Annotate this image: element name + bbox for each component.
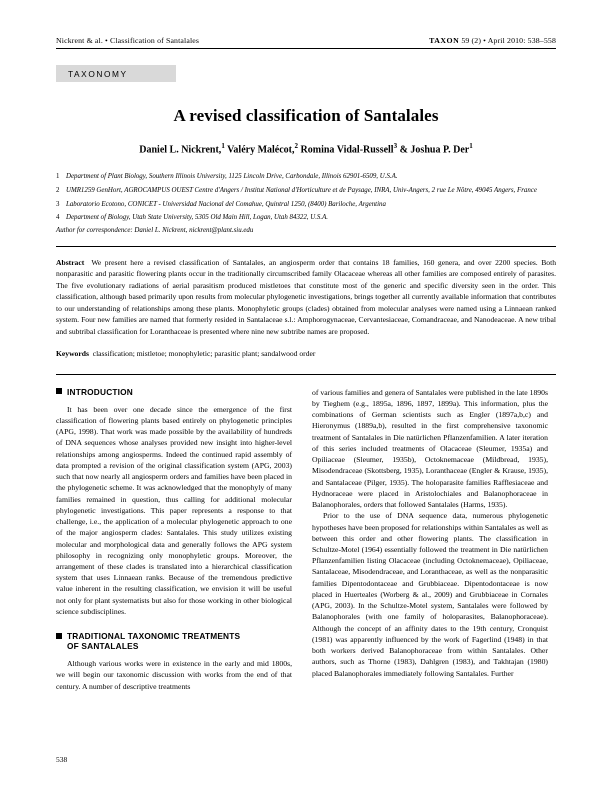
heading-introduction-label: INTRODUCTION bbox=[67, 386, 134, 397]
affiliation-text: UMR1259 GenHort, AGROCAMPUS OUEST Centre d'Angers / Institut National d'Horticulture et de Paysage, INRA, Univ-Angers, 2 rue Le Nôtre, 49045 Angers, France bbox=[66, 187, 537, 195]
keywords-label: Keywords bbox=[56, 349, 89, 359]
affiliation-text: Laboratorio Ecotono, CONICET - Universidad Nacional del Comahue, Quintral 1250, (8400) Bariloche, Argentina bbox=[66, 200, 386, 208]
right-column bbox=[312, 387, 548, 692]
heading-traditional-line1: TRADITIONAL TAXONOMIC TREATMENTS bbox=[67, 631, 241, 642]
divider-below-keywords bbox=[56, 374, 556, 375]
abstract-text: We present here a revised classification of Santalales, an angiosperm order that contains 18 families, 160 genera, and over 2200 species. Both nonparasitic and parasitic flowering plants occur in the traditionally circumscribed family Olacaceae whereas all other families are composed entirely of parasites. The five evolutionary radiations of aerial parasitism produced mistletoes that constitute most of the generic and specific diversity seen in the order. This classification, although based primarily upon results from molecular phylogenetic investigations, brings together all currently available information that contributes to our understanding of relationships among these plants. Monophyletic groups (clades) obtained from molecular analyses were named using a Linnaean ranked system. Four new families are named that formerly resided in Santalaceae s.l.: Amphorogynaceae, Cervantesiaceae, Comandraceae, and Nanodeaceae. A new tribal and subtribal classification for Loranthaceae is presented where nine new subtribe names are proposed. bbox=[56, 257, 556, 336]
bullet-square-icon bbox=[56, 388, 62, 394]
abstract-label: Abstract bbox=[56, 257, 85, 267]
affiliation-number: 4 bbox=[56, 214, 60, 222]
issue-info: 59 (2) • April 2010: 538–558 bbox=[459, 36, 556, 45]
journal-name: TAXON bbox=[429, 36, 460, 45]
correspondence bbox=[56, 227, 556, 234]
section-tag: TAXONOMY bbox=[56, 65, 176, 82]
affiliation-text: Department of Plant Biology, Southern Illinois University, 1125 Lincoln Drive, Carbondale, Illinois 62901-6509, U.S.A. bbox=[66, 173, 398, 181]
page-title: A revised classification of Santalales bbox=[173, 106, 439, 125]
left-column bbox=[56, 387, 292, 692]
heading-introduction bbox=[56, 387, 292, 397]
affiliation-text: Department of Biology, Utah State University, 5305 Old Main Hill, Logan, Utah 84322, U.S.A. bbox=[66, 214, 329, 222]
section-tag-wrapper bbox=[56, 65, 556, 82]
affiliation-2 bbox=[56, 185, 556, 196]
abstract bbox=[56, 257, 556, 338]
affiliation-1 bbox=[56, 171, 556, 182]
paragraph: of various families and genera of Santalales were published in the late 1890s by Tieghem (e.g., 1895a, 1896, 1897, 1899a). This information, plus the combinations of German scientists such as Engler (1897a,b,c) and Hieronymus (1889a,b), resulted in the first comprehensive taxonomic treatment of Santalales in Die natürlichen Pflanzenfamilien. A later iteration of this series included treatments of Olacaceae (Sleumer, 1935a) and Opiliaceae (Sleumer, 1935b), Octoknemaceae (Mildbread, 1935), Misodendraceae (Skottsberg, 1935), Loranthaceae (Engler & Krause, 1935), and Santalaceae (Pilger, 1935). The holoparasite families Rafflesiaceae and Hydnoraceae were placed in Aristolochiales and Balanophoraceae in Balanophorales, orders that followed Santalales (Harms, 1935). bbox=[312, 387, 548, 510]
affiliations bbox=[56, 171, 556, 223]
affiliation-number: 2 bbox=[56, 187, 60, 195]
paragraph: Prior to the use of DNA sequence data, numerous phylogenetic hypotheses have been proposed for relationships within Santalales as well as between this order and other flowering plants. The classification in Schultze-Motel (1964) essentially followed the treatment in Die natürlichen Pflanzenfamilien listing Olacaceae (including Octoknemaceae), Opiliaceae, Santalaceae, Misodendraceae, and Loranthaceae, as well as the nonparasitic families Dipentodontaceae and Grubbiaceae. Dipentodontaceae is now placed in Huerteales (Worberg & al., 2009) and Grubbiaceae in Cornales (APG, 2003). In the Schultze-Motel system, Santalales were followed by Balanophorales (with one family of holoparasites, Balanophoraceae). Although the concept of an affinity dates to the 19th century, Cronquist (1981) was apparently influenced by the work of Fagerlind (1948) in that both workers derived Balanophoraceae from within Santalales. Other authors, such as Thorne (1983), Dahlgren (1983), and Takhtajan (1980) placed Balanophorales immediately following Santalales. Further bbox=[312, 511, 548, 678]
affiliation-number: 1 bbox=[56, 173, 60, 181]
page-number: 538 bbox=[56, 755, 68, 764]
keywords-text: classification; mistletoe; monophyletic; parasitic plant; sandalwood order bbox=[92, 349, 316, 359]
heading-traditional-label bbox=[67, 631, 240, 651]
running-head-left: Nickrent & al. • Classification of Santalales bbox=[56, 36, 200, 45]
running-head-right bbox=[429, 36, 556, 45]
affiliation-3 bbox=[56, 199, 556, 210]
paragraph: It has been over one decade since the emergence of the first classification of flowering plants based entirely on phylogenetic principles (APG, 1998). That work was made possible by the availability of hundreds of DNA sequences whose analyses provided new insight into higher-level relationships among angiosperms. Indeed the continued rapid assembly of data prompted a revision of the original classification system (APG, 2003) such that now nearly all angiosperm orders and families have been placed in the phylogenetic scheme. It was acknowledged that the monophyly of many families remained in question, thus calling for additional molecular phylogenetic investigations. This paper represents a response to that challenge, i.e., the application of a molecular phylogenetic approach to one of the major angiosperm clades: Santalales. This study utilizes existing molecular and morphological data and generally follows the APG system philosophy in recognizing only monophyletic groups. Moreover, the arrangement of these clades is translated into a hierarchical classification system that uses Linnaean ranks. Because of the tremendous predictive value inherent in the resulting classification, we envision it will be useful not only for plant systematists but also for those working in other biological science subdisciplines. bbox=[56, 404, 292, 616]
affiliation-number: 3 bbox=[56, 200, 60, 208]
author-list: Daniel L. Nickrent,$^1$ Valéry Malécot,$^2$ Romina Vidal-Russell$^3$ & Joshua P. Der$^1$ bbox=[139, 142, 473, 156]
paragraph: Although various works were in existence in the early and mid 1800s, we will begin our taxonomic discussion with works from the end of that century. A number of descriptive treatments bbox=[56, 659, 292, 691]
keywords bbox=[56, 348, 556, 359]
correspondence-text: Author for correspondence: Daniel L. Nickrent, nickrent@plant.siu.edu bbox=[56, 226, 254, 234]
affiliation-4 bbox=[56, 212, 556, 223]
body-columns bbox=[56, 387, 556, 692]
running-head bbox=[56, 36, 556, 49]
heading-traditional-line2: OF SANTALALES bbox=[67, 641, 139, 652]
divider-above-abstract bbox=[56, 246, 556, 247]
heading-traditional-treatments bbox=[56, 631, 292, 651]
bullet-square-icon bbox=[56, 633, 62, 639]
